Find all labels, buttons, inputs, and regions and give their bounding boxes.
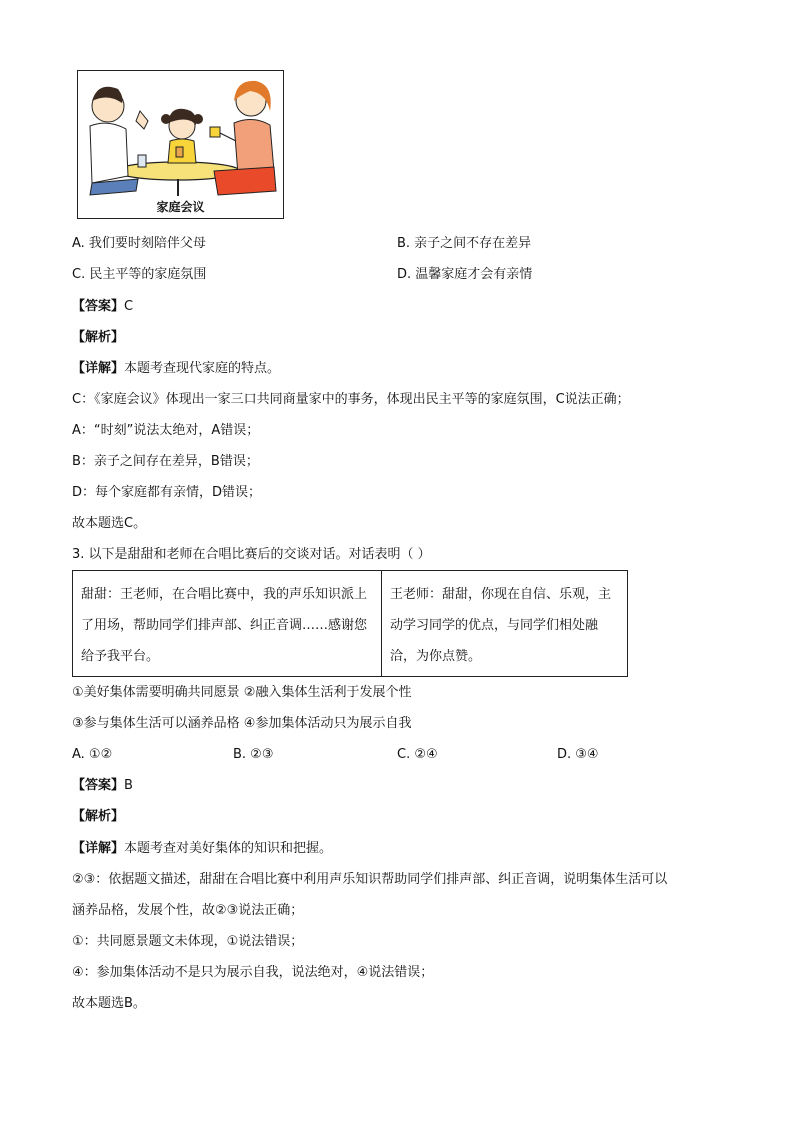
family-meeting-illustration: [77, 70, 284, 219]
q2-line-a: A：“时刻”说法太绝对，A错误；: [72, 423, 260, 438]
q2-option-a: A. 我们要时刻陪伴父母: [72, 236, 206, 251]
q3-option-d: D. ③④: [557, 747, 599, 762]
q2-answer-tag: 【答案】: [72, 299, 125, 314]
q2-conclusion: 故本题选C。: [72, 516, 147, 531]
q3-line-2: 涵养品格，发展个性，故②③说法正确；: [72, 903, 304, 918]
q3-conclusion: 故本题选B。: [72, 996, 146, 1011]
q2-detail: [72, 360, 280, 378]
q2-detail-tag: 【详解】: [72, 361, 125, 376]
q3-answer-tag: 【答案】: [72, 778, 125, 793]
q3-analysis-tag: 【解析】: [72, 809, 125, 824]
q2-option-c: C. 民主平等的家庭氛围: [72, 267, 207, 282]
q2-line-b: B：亲子之间存在差异，B错误；: [72, 454, 259, 469]
q2-line-d: D：每个家庭都有亲情，D错误；: [72, 485, 262, 500]
q3-statements-1: ①美好集体需要明确共同愿景 ②融入集体生活利于发展个性: [72, 685, 412, 700]
q3-dialog-teacher: 王老师：甜甜，你现在自信、乐观，主动学习同学的优点，与同学们相处融洽，为你点赞。: [382, 571, 628, 677]
figure-caption: 家庭会议: [156, 200, 205, 214]
q3-answer-value: B: [124, 778, 133, 793]
q2-option-b: B. 亲子之间不存在差异: [397, 236, 532, 251]
q3-option-b: B. ②③: [233, 747, 274, 762]
q2-option-d: D. 温馨家庭才会有亲情: [397, 267, 533, 282]
q3-detail-text: 本题考查对美好集体的知识和把握。: [124, 841, 333, 856]
q3-line-4: ④：参加集体活动不是只为展示自我，说法绝对，④说法错误；: [72, 965, 434, 980]
q3-statements-2: ③参与集体生活可以涵养品格 ④参加集体活动只为展示自我: [72, 716, 412, 731]
q2-analysis-tag: 【解析】: [72, 330, 125, 345]
q2-answer: [72, 298, 133, 316]
q3-dialog-student: 甜甜：王老师，在合唱比赛中，我的声乐知识派上了用场，帮助同学们排声部、纠正音调……感谢您给予我平台。: [73, 571, 382, 677]
q3-question: 3. 以下是甜甜和老师在合唱比赛后的交谈对话。对话表明（ ）: [72, 547, 431, 562]
q3-option-c: C. ②④: [397, 747, 438, 762]
q3-answer: [72, 777, 133, 795]
q3-line-3: ①：共同愿景题文未体现，①说法错误；: [72, 934, 304, 949]
q3-dialog-table: [72, 570, 628, 677]
q3-line-1: ②③：依据题文描述，甜甜在合唱比赛中利用声乐知识帮助同学们排声部、纠正音调，说明集体生活可以: [72, 872, 668, 887]
family-illustration-drawing: [78, 71, 283, 218]
q2-detail-text: 本题考查现代家庭的特点。: [124, 361, 281, 376]
q3-detail-tag: 【详解】: [72, 841, 125, 856]
q2-answer-value: C: [124, 299, 134, 314]
q3-option-a: A. ①②: [72, 747, 113, 762]
q3-detail: [72, 840, 332, 858]
q2-line-c: C：《家庭会议》体现出一家三口共同商量家中的事务，体现出民主平等的家庭氛围，C说法正确；: [72, 392, 630, 407]
